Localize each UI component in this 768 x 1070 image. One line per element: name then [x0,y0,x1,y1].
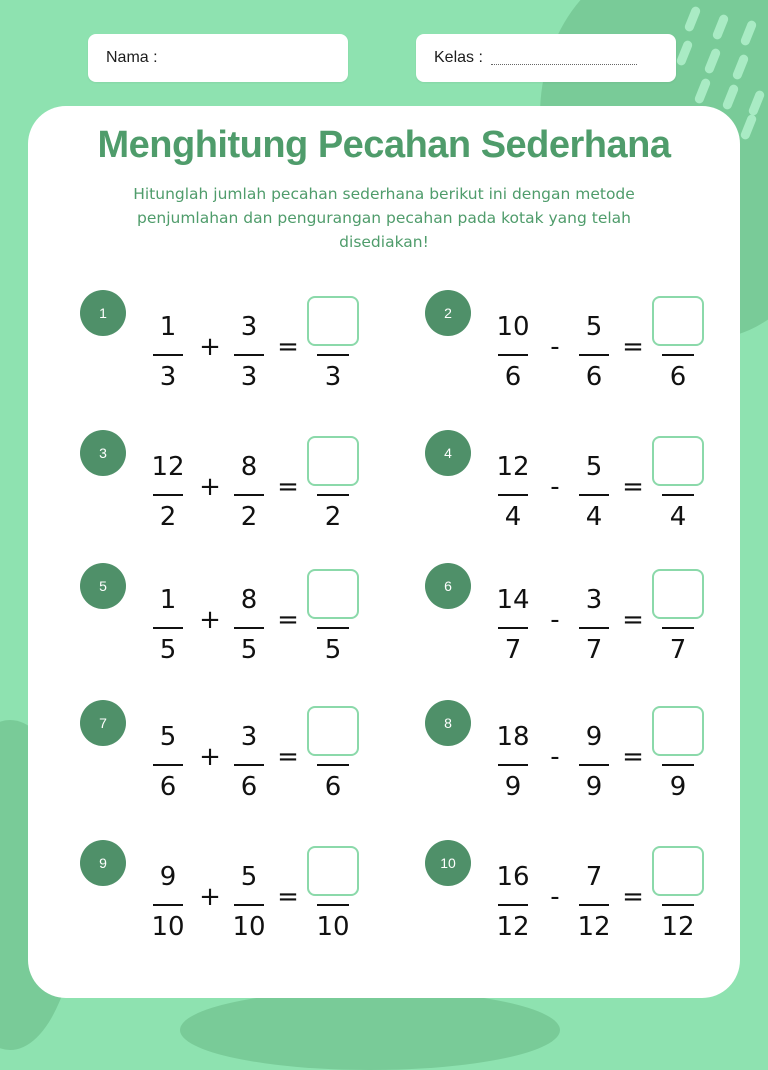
second-numerator: 3 [240,722,258,752]
first-numerator: 1 [159,585,177,615]
equals-sign: = [277,742,299,772]
problem-7 [80,700,420,810]
problem-number-badge: 2 [425,290,471,336]
fraction-bar [498,354,528,356]
answer-fraction [307,846,359,950]
fraction-bar [317,764,349,766]
name-label: Nama : [106,49,158,66]
equals-sign: = [622,605,644,635]
fraction-bar [579,904,609,906]
first-denominator: 9 [504,772,522,802]
first-denominator: 5 [159,635,177,665]
problem-number-badge: 6 [425,563,471,609]
equals-sign: = [622,472,644,502]
problem-9 [80,840,420,950]
fraction-bar [234,904,264,906]
first-fraction [478,858,548,948]
fraction-bar [234,354,264,356]
background-blob-bottom [180,990,560,1070]
problem-6 [425,563,765,673]
answer-fraction [307,296,359,400]
fraction-bar [153,764,183,766]
first-denominator: 4 [504,502,522,532]
second-denominator: 2 [240,502,258,532]
operator-sign: + [199,605,221,635]
fraction-bar [317,627,349,629]
first-numerator: 10 [496,312,530,342]
first-fraction [133,718,203,808]
first-denominator: 12 [496,912,530,942]
first-fraction [478,308,548,398]
first-numerator: 9 [159,862,177,892]
problem-10 [425,840,765,950]
second-numerator: 5 [585,452,603,482]
fraction-bar [662,627,694,629]
fraction-bar [498,494,528,496]
answer-input-box[interactable] [652,436,704,486]
second-numerator: 8 [240,585,258,615]
answer-fraction [652,569,704,673]
fraction-bar [153,494,183,496]
first-denominator: 2 [159,502,177,532]
equals-sign: = [622,332,644,362]
second-denominator: 6 [585,362,603,392]
equals-sign: = [277,605,299,635]
fraction-bar [662,354,694,356]
fraction-bar [662,904,694,906]
first-numerator: 16 [496,862,530,892]
answer-input-box[interactable] [307,436,359,486]
answer-fraction [652,706,704,810]
problem-number-badge: 1 [80,290,126,336]
answer-input-box[interactable] [307,846,359,896]
first-numerator: 5 [159,722,177,752]
second-denominator: 9 [585,772,603,802]
operator-sign: - [550,332,560,362]
first-numerator: 1 [159,312,177,342]
second-numerator: 8 [240,452,258,482]
second-denominator: 7 [585,635,603,665]
fraction-bar [498,627,528,629]
first-numerator: 12 [151,452,185,482]
fraction-bar [498,764,528,766]
fraction-bar [498,904,528,906]
problem-number-badge: 10 [425,840,471,886]
second-denominator: 5 [240,635,258,665]
operator-sign: + [199,332,221,362]
second-numerator: 3 [585,585,603,615]
name-field[interactable] [88,34,348,82]
class-field[interactable] [416,34,676,82]
problem-8 [425,700,765,810]
answer-input-box[interactable] [652,706,704,756]
operator-sign: + [199,472,221,502]
answer-denominator: 5 [324,635,342,665]
first-fraction [133,581,203,671]
fraction-bar [317,904,349,906]
fraction-bar [579,494,609,496]
second-denominator: 4 [585,502,603,532]
fraction-bar [234,764,264,766]
first-numerator: 12 [496,452,530,482]
problem-number-badge: 3 [80,430,126,476]
second-numerator: 9 [585,722,603,752]
answer-input-box[interactable] [652,846,704,896]
fraction-bar [153,354,183,356]
answer-denominator: 6 [324,772,342,802]
fraction-bar [662,494,694,496]
answer-fraction [307,569,359,673]
answer-fraction [652,296,704,400]
answer-denominator: 2 [324,502,342,532]
worksheet-title: Menghitung Pecahan Sederhana [97,124,671,166]
fraction-bar [579,627,609,629]
fraction-bar [153,904,183,906]
second-numerator: 7 [585,862,603,892]
first-fraction [478,448,548,538]
second-numerator: 3 [240,312,258,342]
operator-sign: - [550,882,560,912]
second-numerator: 5 [240,862,258,892]
problem-2 [425,290,765,400]
first-fraction [478,718,548,808]
first-fraction [133,448,203,538]
fraction-bar [153,627,183,629]
first-denominator: 3 [159,362,177,392]
equals-sign: = [622,742,644,772]
problem-3 [80,430,420,540]
answer-denominator: 7 [669,635,687,665]
operator-sign: + [199,882,221,912]
problem-number-badge: 5 [80,563,126,609]
answer-input-box[interactable] [307,296,359,346]
equals-sign: = [277,472,299,502]
second-numerator: 5 [585,312,603,342]
answer-denominator: 3 [324,362,342,392]
problem-number-badge: 8 [425,700,471,746]
worksheet-instruction: Hitunglah jumlah pecahan sederhana berikut ini dengan metode penjumlahan dan pengurangan pecahan pada kotak yang telah disediakan! [133,185,635,251]
fraction-bar [662,764,694,766]
fraction-bar [234,627,264,629]
answer-input-box[interactable] [652,569,704,619]
second-denominator: 10 [232,912,266,942]
answer-denominator: 9 [669,772,687,802]
fraction-bar [234,494,264,496]
operator-sign: + [199,742,221,772]
equals-sign: = [277,882,299,912]
first-denominator: 7 [504,635,522,665]
answer-fraction [307,706,359,810]
first-fraction [133,858,203,948]
problem-number-badge: 4 [425,430,471,476]
operator-sign: - [550,742,560,772]
problem-number-badge: 9 [80,840,126,886]
answer-denominator: 6 [669,362,687,392]
problem-4 [425,430,765,540]
first-denominator: 6 [504,362,522,392]
operator-sign: - [550,605,560,635]
problem-5 [80,563,420,673]
equals-sign: = [622,882,644,912]
first-denominator: 6 [159,772,177,802]
operator-sign: - [550,472,560,502]
class-label: Kelas : [434,49,483,66]
first-fraction [478,581,548,671]
problem-1 [80,290,420,400]
fraction-bar [579,354,609,356]
second-denominator: 6 [240,772,258,802]
first-denominator: 10 [151,912,185,942]
answer-fraction [652,846,704,950]
answer-denominator: 12 [661,912,695,942]
answer-fraction [652,436,704,540]
first-numerator: 18 [496,722,530,752]
problem-number-badge: 7 [80,700,126,746]
answer-fraction [307,436,359,540]
answer-input-box[interactable] [652,296,704,346]
answer-input-box[interactable] [307,706,359,756]
answer-denominator: 10 [316,912,350,942]
class-dotted-line [491,52,637,65]
first-numerator: 14 [496,585,530,615]
fraction-bar [317,494,349,496]
second-denominator: 3 [240,362,258,392]
first-fraction [133,308,203,398]
fraction-bar [579,764,609,766]
equals-sign: = [277,332,299,362]
second-denominator: 12 [577,912,611,942]
answer-denominator: 4 [669,502,687,532]
answer-input-box[interactable] [307,569,359,619]
fraction-bar [317,354,349,356]
